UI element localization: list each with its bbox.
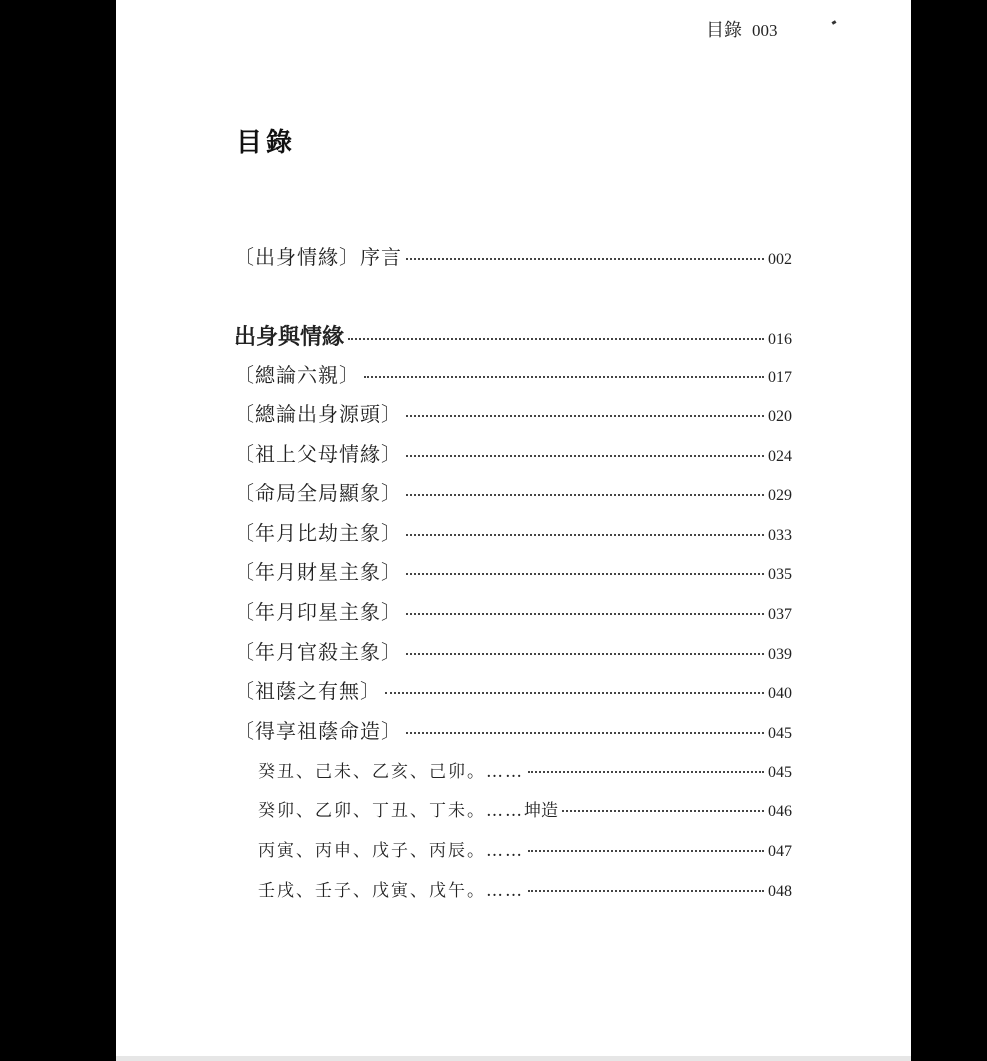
toc-subentry[interactable] <box>258 876 792 901</box>
toc-entry-label: 〔年月比劫主象〕 <box>234 521 402 545</box>
dot-leader <box>364 376 764 378</box>
dot-leader <box>562 810 764 812</box>
toc-entry-label: 〔總論出身源頭〕 <box>234 402 402 426</box>
page-bottom-edge <box>116 1056 911 1061</box>
dot-leader <box>406 494 764 496</box>
toc-entry[interactable] <box>234 517 792 546</box>
dot-leader <box>385 692 764 694</box>
toc-entry[interactable] <box>234 398 792 427</box>
toc-entry[interactable] <box>234 438 792 467</box>
toc-entry-label: 〔年月財星主象〕 <box>234 560 402 584</box>
dot-leader <box>528 771 764 773</box>
toc-entry-page: 048 <box>768 883 792 900</box>
dot-leader <box>406 613 764 615</box>
toc-entry[interactable] <box>234 596 792 625</box>
toc-entry-page: 016 <box>768 331 792 348</box>
toc-entry-label: 〔得享祖蔭命造〕 <box>234 719 402 743</box>
toc-entry-page: 033 <box>768 527 792 544</box>
dot-leader <box>406 455 764 457</box>
dot-leader <box>406 258 764 260</box>
toc-entry-page: 020 <box>768 408 792 425</box>
toc-subentry[interactable] <box>258 796 792 821</box>
dot-leader <box>406 732 764 734</box>
toc-subentry-note: 坤造 <box>524 801 558 821</box>
toc-entry-label: 〔命局全局顯象〕 <box>234 481 402 505</box>
toc-subentry[interactable] <box>258 836 792 861</box>
toc-entry-label: 〔總論六親〕 <box>234 363 360 387</box>
toc-entry-label: 〔祖蔭之有無〕 <box>234 679 381 703</box>
toc-subentry-label: 壬戌、壬子、戊寅、戊午。…… <box>258 881 524 901</box>
toc-entry-page: 035 <box>768 566 792 583</box>
dot-leader <box>406 415 764 417</box>
toc-entry-page: 040 <box>768 685 792 702</box>
toc-section-label: 出身與情緣 <box>234 325 345 350</box>
toc-entry[interactable] <box>234 359 792 388</box>
toc-entry-label: 〔出身情緣〕序言 <box>234 245 402 269</box>
toc-entry-label: 〔年月印星主象〕 <box>234 600 402 624</box>
book-page <box>116 0 911 1056</box>
toc-entry-page: 046 <box>768 803 792 820</box>
toc-entry-page: 039 <box>768 646 792 663</box>
dot-leader <box>406 534 764 536</box>
dot-leader <box>406 573 764 575</box>
print-speck <box>832 20 837 25</box>
running-header <box>706 16 778 42</box>
toc-entry[interactable] <box>234 675 792 704</box>
toc-entry-page: 045 <box>768 725 792 742</box>
dot-leader <box>406 653 764 655</box>
toc-entry[interactable] <box>234 477 792 506</box>
toc-entry-page: 047 <box>768 843 792 860</box>
dot-leader <box>528 890 764 892</box>
toc-subentry[interactable] <box>258 757 792 782</box>
dot-leader <box>528 850 764 852</box>
toc-subentry-label: 癸卯、乙卯、丁丑、丁未。…… <box>258 801 524 821</box>
toc-entry-page: 002 <box>768 251 792 268</box>
toc-entry-page: 017 <box>768 369 792 386</box>
header-title: 目錄 <box>706 20 742 41</box>
toc-title: 目錄 <box>236 128 297 158</box>
toc-section-heading[interactable] <box>234 320 792 351</box>
dot-leader <box>348 338 764 340</box>
toc-subentry-label: 丙寅、丙申、戊子、丙辰。…… <box>258 841 524 861</box>
toc-entry[interactable] <box>234 636 792 665</box>
toc-entry-page: 037 <box>768 606 792 623</box>
toc-entry-page: 024 <box>768 448 792 465</box>
toc-entry-page: 029 <box>768 487 792 504</box>
toc-subentry-label: 癸丑、己未、乙亥、己卯。…… <box>258 762 524 782</box>
toc-entry-preface[interactable] <box>234 241 792 270</box>
toc-entry[interactable] <box>234 556 792 585</box>
toc-entry-page: 045 <box>768 764 792 781</box>
toc-entry-label: 〔年月官殺主象〕 <box>234 640 402 664</box>
toc-entry-label: 〔祖上父母情緣〕 <box>234 442 402 466</box>
header-page-number: 003 <box>752 21 778 40</box>
toc-entry[interactable] <box>234 715 792 744</box>
